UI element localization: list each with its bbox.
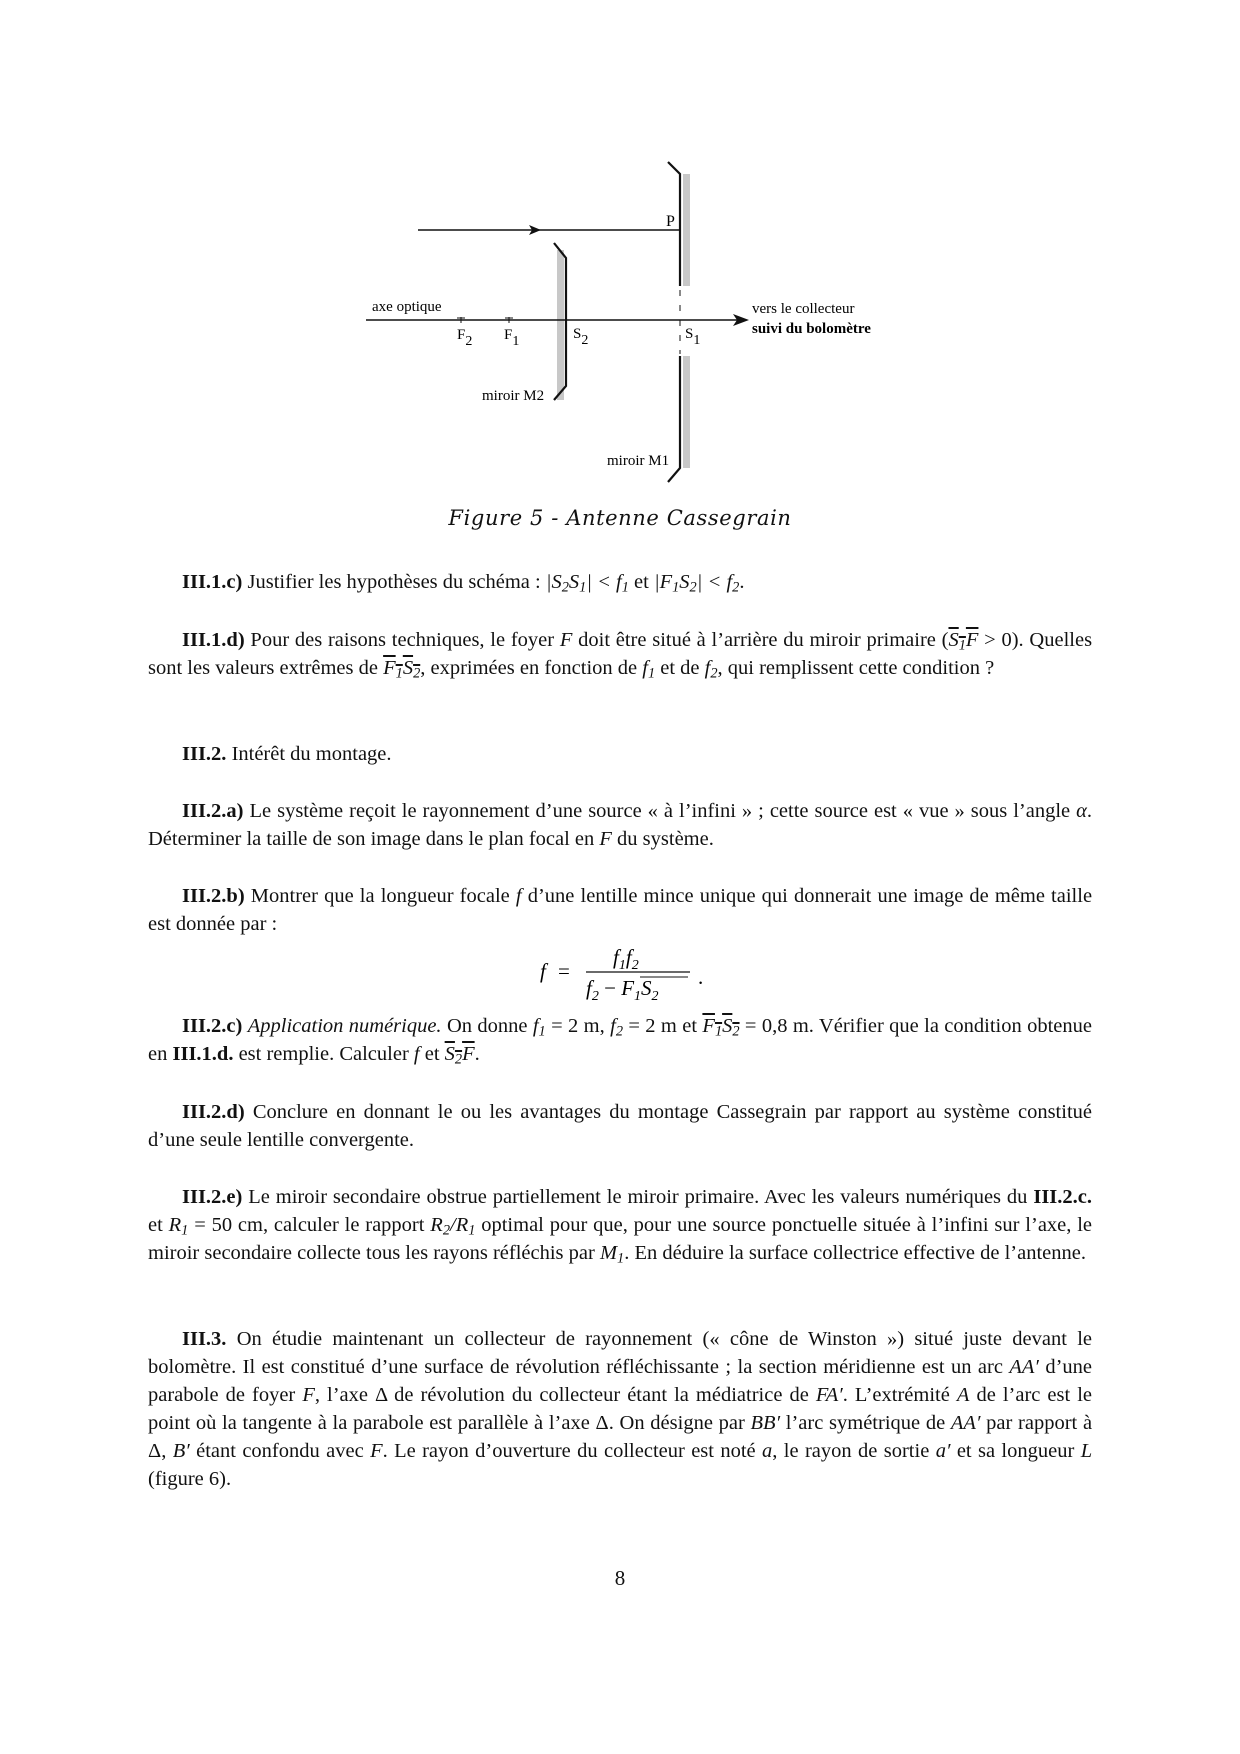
question-text: d’une parabole de foyer <box>148 1356 1093 1406</box>
question-III2d <box>148 1098 1092 1154</box>
question-number: III.2.e) <box>182 1186 243 1208</box>
mirror-m1-lower <box>668 356 680 482</box>
svg-text:f1f2: $f_1f_2$ <box>613 945 639 973</box>
question-text: , qui remplissent cette condition ? <box>717 657 995 679</box>
question-text: de l’arc est le point où la tangente à la parabole est parallèle à l’axe <box>148 1384 1093 1434</box>
question-text: est remplie. Calculer <box>238 1043 409 1065</box>
question-text: . L’extrémité <box>842 1384 950 1406</box>
label-m1: miroir M1 <box>607 453 670 469</box>
question-text: Application numérique. <box>247 1015 442 1037</box>
question-III1d: III.1.d) Pour des raisons techniques, le foyer F doit être situé à l’arrière du miroir primaire $(S_1F > 0)$. Quelles sont les valeurs extrêmes de $F_1S_2$, exprimées en fonction de $f_1$ et de $f_2$, qui remplissent cette condition ? <box>148 629 1093 682</box>
question-text: , exprimées en fonction de <box>420 657 638 679</box>
question-text: du système. <box>617 828 714 850</box>
question-text: = 50 cm, calculer le rapport <box>194 1214 425 1236</box>
question-text: de révolution du collecteur étant la médiatrice de <box>394 1384 809 1406</box>
section-title: Intérêt du montage. <box>231 743 392 765</box>
section-III2 <box>148 740 1092 768</box>
question-text: et sa longueur <box>956 1440 1075 1462</box>
label-s2: S2 <box>573 326 589 348</box>
label-s1: S1 <box>685 326 701 348</box>
label-m2: miroir M2 <box>482 388 545 404</box>
question-text: On étudie maintenant un collecteur de rayonnement (« cône de Winston ») situé juste devant le bolomètre. Il est constitué d’une surface de révolution réfléchissante ; la section méridienne est un arc <box>148 1328 1093 1378</box>
mirror-m1-lower-shade <box>683 356 690 468</box>
question-text: et <box>424 1043 440 1065</box>
question-text: = 0,8 m. Vérifier que la condition obtenue en <box>148 1015 1092 1065</box>
svg-text:.: . <box>698 965 704 989</box>
question-III2b: III.2.b) Montrer que la longueur focale f d’une lentille mince unique qui donnerait une image de même taille est donnée par : <box>148 885 1093 935</box>
question-text: . Déterminer la taille de son image dans le plan focal en <box>148 800 1093 850</box>
question-text: doit être situé à l’arrière du miroir primaire <box>578 629 936 651</box>
question-number: III.3. <box>182 1328 227 1350</box>
question-text: ). Quelles sont les valeurs extrêmes de <box>148 629 1093 679</box>
question-text: = 2 m et <box>628 1015 698 1037</box>
question-number: III.2.d) <box>182 1101 245 1123</box>
question-text: , <box>161 1440 167 1462</box>
question-text: = 2 m, <box>551 1015 605 1037</box>
question-text: On donne <box>446 1015 528 1037</box>
question-text: optimal pour que, pour une source ponctuelle située à l’infini sur l’axe, le miroir secondaire collecte tous les rayons réfléchis par <box>148 1214 1093 1264</box>
question-text: , le rayon de sortie <box>772 1440 930 1462</box>
question-text: Conclure en donnant le ou les avantages du montage Cassegrain par rapport au système constitué d’une seule lentille convergente. <box>148 1101 1092 1151</box>
mirror-m1-upper-shade <box>683 174 690 286</box>
question-text: . On désigne par <box>608 1412 745 1434</box>
question-reference: III.2.c. <box>1033 1186 1093 1208</box>
focal-length-formula <box>530 942 730 1002</box>
question-text: Pour des raisons techniques, le foyer <box>250 629 555 651</box>
page-number: 8 <box>614 1566 626 1590</box>
question-reference: III.1.d. <box>172 1043 234 1065</box>
question-text: Montrer que la longueur focale <box>250 885 510 907</box>
question-text: et <box>148 1214 163 1236</box>
cassegrain-figure <box>0 0 1240 500</box>
question-III1c: III.1.c) Justifier les hypothèses du schéma : $|S_2S_1| < f_1$ et $|F_1S_2| < f_2$. <box>182 571 745 596</box>
question-text: Le système reçoit le rayonnement d’une source « à l’infini » ; cette source est « vue » sous l’angle <box>249 800 1071 822</box>
question-III3: III.3. On étudie maintenant un collecteur de rayonnement (« cône de Winston ») situé juste devant le bolomètre. Il est constitué d’une surface de révolution réfléchissante ; la section méridienne est un arc AA′ d’une parabole de foyer F, l’axe Δ de révolution du collecteur étant la médiatrice de FA′. L’extrémité A de l’arc est le point où la tangente à la parabole est parallèle à l’axe Δ. On désigne par BB′ l’arc symétrique de AA′ par rapport à Δ, B′ étant confondu avec F. Le rayon d’ouverture du collecteur est noté a, le rayon de sortie a′ et sa longueur L (figure 6). <box>148 1328 1093 1490</box>
question-number: III.2.a) <box>182 800 244 822</box>
svg-text:f2 − F1S2: $f_2 - F_1S_2$ <box>586 976 659 1002</box>
question-text: par rapport à <box>986 1412 1093 1434</box>
label-f1: F1 <box>504 327 520 349</box>
question-text: Justifier les hypothèses du schéma : <box>247 571 541 593</box>
question-number: III.2.b) <box>182 885 245 907</box>
question-III2a: III.2.a) Le système reçoit le rayonnement d’une source « à l’infini » ; cette source est « vue » sous l’angle α. Déterminer la taille de son image dans le plan focal en F du système. <box>148 800 1093 850</box>
label-f2: F2 <box>457 327 473 349</box>
question-number: III.2.c) <box>182 1015 243 1037</box>
svg-text:f: f <box>540 959 546 983</box>
question-number: III.1.c) <box>182 571 243 593</box>
question-III2e: III.2.e) Le miroir secondaire obstrue partiellement le miroir primaire. Avec les valeurs numériques du III.2.c. et $R_1 = 50$ cm, calculer le rapport $R_2/R_1$ optimal pour que, pour une source ponctuelle située à l’infini sur l’axe, le miroir secondaire collecte tous les rayons réfléchis par $M_1$. En déduire la surface collectrice effective de l’antenne. <box>148 1186 1093 1267</box>
question-text: Le miroir secondaire obstrue partiellement le miroir primaire. Avec les valeurs numériques du <box>248 1186 1028 1208</box>
question-text: . Le rayon d’ouverture du collecteur est noté <box>382 1440 756 1462</box>
question-text: , l’axe <box>314 1384 368 1406</box>
question-text: et de <box>660 657 700 679</box>
mirror-m2-shade <box>557 250 564 400</box>
collector-label-1: vers le collecteur <box>752 301 855 317</box>
label-p: P <box>666 213 675 230</box>
question-number: III.1.d) <box>182 629 245 651</box>
svg-text:=: = <box>558 959 570 983</box>
question-text: . En déduire la surface collectrice effective de l’antenne. <box>624 1242 1086 1264</box>
axis-label: axe optique <box>372 299 442 315</box>
section-number: III.2. <box>182 743 227 765</box>
question-text: d’une lentille mince unique qui donnerait une image de même taille est donnée par : <box>148 885 1093 935</box>
question-text: étant confondu avec <box>196 1440 364 1462</box>
question-III2c: III.2.c) Application numérique. On donne $f_1 = 2$ m, $f_2 = 2$ m et $F_1S_2 = 0,8$ m. Vérifier que la condition obtenue en III.1.d. est remplie. Calculer f et $S_2F$. <box>148 1015 1092 1068</box>
question-text: l’arc symétrique de <box>785 1412 946 1434</box>
collector-label-2: suivi du bolomètre <box>752 321 871 337</box>
question-text: (figure 6). <box>148 1468 232 1490</box>
figure-caption: Figure 5 - Antenne Cassegrain <box>448 506 792 530</box>
